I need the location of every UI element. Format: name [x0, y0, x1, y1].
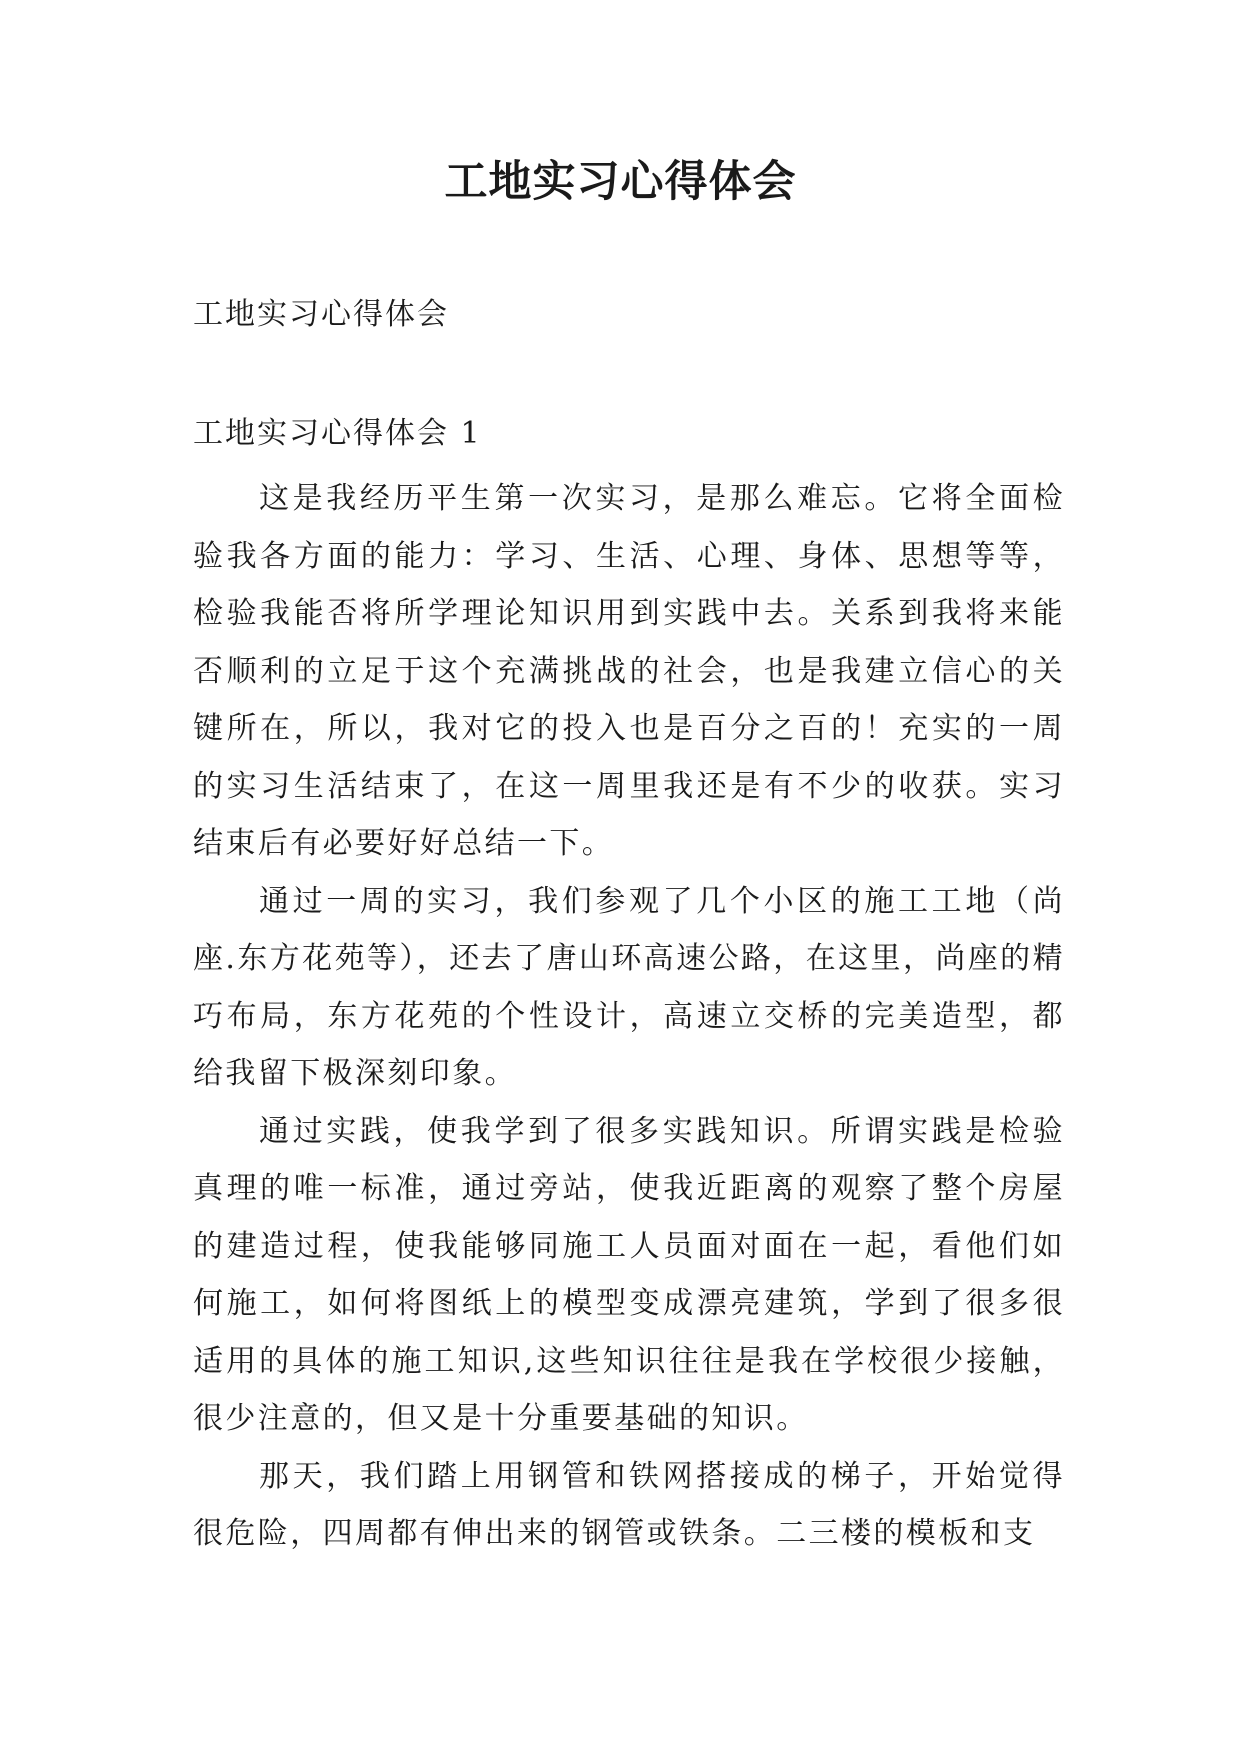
document-title: 工地实习心得体会 — [444, 157, 797, 207]
paragraph-3: 通过实践，使我学到了很多实践知识。所谓实践是检验真理的唯一标准，通过旁站，使我近距离的观察了整个房屋的建造过程，使我能够同施工人员面对面在一起，看他们如何施工，如何将图纸上的模型变成漂亮建筑，学到了很多很适用的具体的施工知识,这些知识往往是我在学校很少接触，很少注意的，但又是十分重要基础的知识。 — [193, 1113, 1065, 1436]
section-heading: 工地实习心得体会 1 — [193, 416, 482, 451]
paragraph-2: 通过一周的实习，我们参观了几个小区的施工工地（尚座.东方花苑等），还去了唐山环高速公路，在这里，尚座的精巧布局，东方花苑的个性设计，高速立交桥的完美造型，都给我留下极深刻印象。 — [193, 883, 1065, 1091]
paragraph-1: 这是我经历平生第一次实习，是那么难忘。它将全面检验我各方面的能力：学习、生活、心理、身体、思想等等，检验我能否将所学理论知识用到实践中去。关系到我将来能否顺利的立足于这个充满挑战的社会，也是我建立信心的关键所在，所以，我对它的投入也是百分之百的！充实的一周的实习生活结束了，在这一周里我还是有不少的收获。实习结束后有必要好好总结一下。 — [193, 481, 1065, 861]
paragraph-4: 那天，我们踏上用钢管和铁网搭接成的梯子，开始觉得很危险，四周都有伸出来的钢管或铁条。二三楼的模板和支 — [193, 1458, 1065, 1551]
document-subtitle: 工地实习心得体会 — [193, 297, 449, 332]
body-text — [193, 470, 1065, 1563]
